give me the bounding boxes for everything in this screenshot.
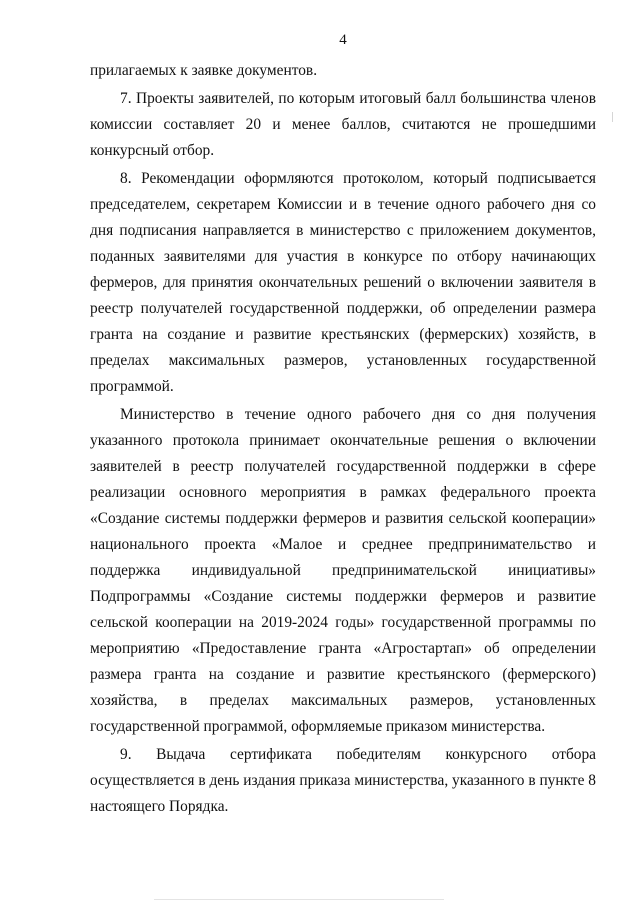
- scan-artifact: [154, 899, 444, 900]
- scan-artifact: [612, 112, 613, 122]
- paragraph-item-9: 9. Выдача сертификата победителям конкурсного отбора осуществляется в день издания приказа министерства, указанного в пункте 8 настоящего Порядка.: [90, 746, 596, 815]
- paragraph-item-7: 7. Проекты заявителей, по которым итоговый балл большинства членов комиссии составляет 20 и менее баллов, считаются не прошедшими конкурсный отбор.: [90, 90, 596, 159]
- paragraph-continuation: прилагаемых к заявке документов.: [90, 62, 318, 79]
- paragraph-item-8: 8. Рекомендации оформляются протоколом, который подписывается председателем, секретарем Комиссии и в течение одного рабочего дня со дня подписания направляется в министерство с приложением документов, поданных заявителями для участия в конкурсе по отбору начинающих фермеров, для принятия окончательных решений о включении заявителя в реестр получателей государственной поддержки, об определении размера гранта на создание и развитие крестьянских (фермерских) хозяйств, в пределах максимальных размеров, установленных государственной программой.: [90, 170, 596, 395]
- document-body: [90, 58, 596, 820]
- paragraph-ministry-decision: Министерство в течение одного рабочего дня со дня получения указанного протокола принимает окончательные решения о включении заявителей в реестр получателей государственной поддержки в сфере реализации основного мероприятия в рамках федерального проекта «Создание системы поддержки фермеров и развития сельской кооперации» национального проекта «Малое и среднее предпринимательство и поддержка индивидуальной предпринимательской инициативы» Подпрограммы «Создание системы поддержки фермеров и развитие сельской кооперации на 2019-2024 годы» государственной программы по мероприятию «Предоставление гранта «Агростартап» об определении размера гранта на создание и развитие крестьянского (фермерского) хозяйства, в пределах максимальных размеров, установленных государственной программой, оформляемые приказом министерства.: [90, 406, 596, 735]
- page-number: 4: [339, 32, 347, 48]
